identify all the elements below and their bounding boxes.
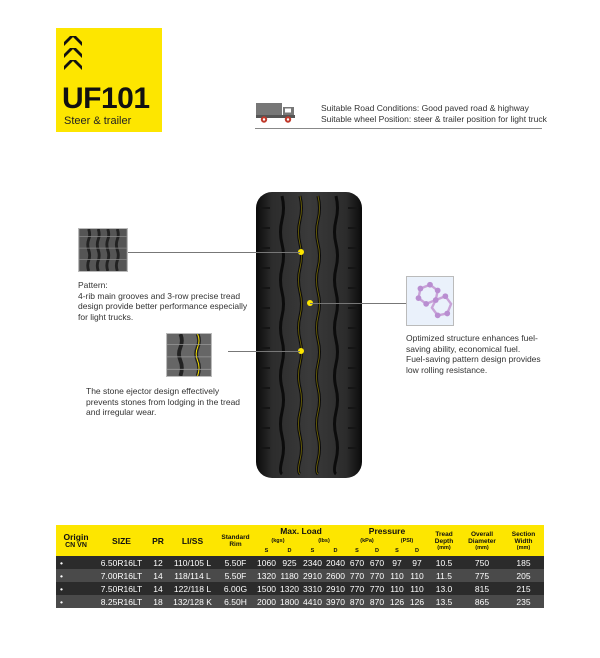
molecular-structure-image: [406, 276, 454, 326]
table-row: • 7.50R16LT 14 122/118 L 6.00G 1500 1320 3310 2910 770 770 110 110 13.0 815 215: [56, 582, 544, 595]
header-rim: Standard Rim: [216, 525, 255, 556]
header-s: S: [255, 546, 278, 556]
truck-icon: [255, 100, 297, 124]
header-d: D: [367, 546, 387, 556]
model-badge: [56, 28, 162, 132]
pattern-thumbnail-image: [78, 228, 128, 272]
header-s: S: [347, 546, 367, 556]
header-psi: (PSI): [387, 536, 427, 546]
stone-ejector-description: The stone ejector design effectively prevents stones from lodging in the tread and irregular wear.: [86, 386, 241, 417]
header-d: D: [324, 546, 347, 556]
road-divider: [255, 128, 542, 129]
pattern-callout-line: [128, 252, 300, 253]
chevron-up-icon: [64, 36, 82, 46]
header-origin: Origin CN VN: [56, 525, 96, 556]
stone-callout-line: [228, 351, 300, 352]
header-size: SIZE: [96, 525, 147, 556]
header-s: S: [387, 546, 407, 556]
header-d: D: [278, 546, 301, 556]
chevron-up-icon: [64, 48, 82, 58]
header-lbs: (lbs): [301, 536, 347, 546]
structure-callout-line: [310, 303, 406, 304]
table-row: • 7.00R16LT 14 118/114 L 5.50F 1320 1180 2910 2600 770 770 110 110 11.5 775 205: [56, 569, 544, 582]
model-name: UF101: [62, 82, 150, 115]
header-tread-depth: Tread Depth (mm): [427, 525, 461, 556]
header-liss: LI/SS: [169, 525, 216, 556]
structure-description: Optimized structure enhances fuel-saving ability, economical fuel. Fuel-saving pattern design provides low rolling resistance.: [406, 333, 541, 375]
model-subtitle: Steer & trailer: [64, 115, 132, 127]
road-conditions: Suitable Road Conditions: Good paved road & highway: [321, 103, 529, 113]
spec-table: [56, 525, 544, 608]
header-s: S: [301, 546, 324, 556]
header-max-load: Max. Load: [255, 525, 347, 536]
tire-tread-image: [254, 188, 364, 482]
table-row: • 6.50R16LT 12 110/105 L 5.50F 1060 925 2340 2040 670 670 97 97 10.5 750 185: [56, 556, 544, 569]
header-kgs: (kgs): [255, 536, 301, 546]
header-kpa: (kPa): [347, 536, 387, 546]
header-section-width: Section Width (mm): [503, 525, 544, 556]
header-d: D: [407, 546, 427, 556]
chevron-up-icon: [64, 60, 82, 70]
pattern-description: Pattern: 4-rib main grooves and 3-row precise tread design provide better performance especially for light trucks.: [78, 280, 248, 322]
header-pr: PR: [147, 525, 169, 556]
table-row: • 8.25R16LT 18 132/128 K 6.50H 2000 1800 4410 3970 870 870 126 126 13.5 865 235: [56, 595, 544, 608]
wheel-position: Suitable wheel Position: steer & trailer position for light truck: [321, 114, 547, 124]
header-pressure: Pressure: [347, 525, 427, 536]
stone-ejector-thumbnail-image: [166, 333, 212, 377]
header-overall-diameter: Overall Diameter (mm): [461, 525, 503, 556]
